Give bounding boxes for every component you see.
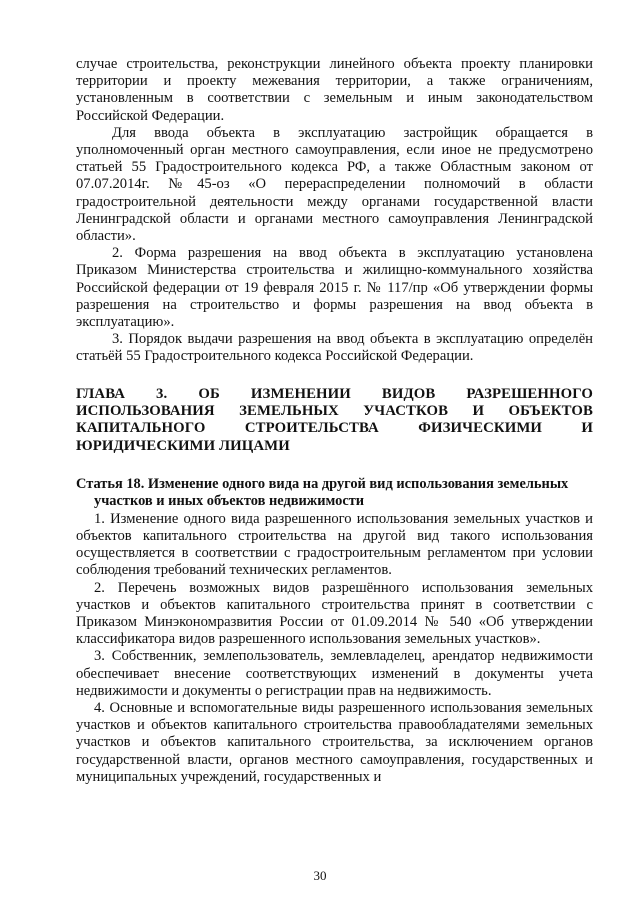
article-item-1: 1. Изменение одного вида разрешенного использования земельных участков и объектов капитального строительства на другой вид такого использования осуществляется в соответствии с градостроительным регламентом при условии соблюдения требований технических регламентов. bbox=[76, 510, 593, 579]
chapter-heading-line-2: ИСПОЛЬЗОВАНИЯ ЗЕМЕЛЬНЫХ УЧАСТКОВ И ОБЪЕКТОВ bbox=[76, 403, 593, 420]
chapter-heading-line-4: ЮРИДИЧЕСКИМИ ЛИЦАМИ bbox=[76, 437, 290, 454]
paragraph-continuation: случае строительства, реконструкции линейного объекта проекту планировки территории и проекту межевания территории, а также ограничениям, установленным в соответствии с земельным и иным законодательством Российской Федерации. bbox=[76, 56, 593, 124]
paragraph-permit-form: 2. Форма разрешения на ввод объекта в эксплуатацию установлена Приказом Министерства строительства и жилищно-коммунального хозяйства Российской федерации от 19 февраля 2015 г. № 117/пр «Об утверждении формы разрешения на строительство и формы разрешения на ввод объекта в эксплуатацию». bbox=[76, 245, 593, 331]
page-number: 30 bbox=[313, 868, 327, 883]
chapter-heading-line-3: КАПИТАЛЬНОГО СТРОИТЕЛЬСТВА ФИЗИЧЕСКИМИ И bbox=[76, 420, 593, 437]
paragraph-commissioning: Для ввода объекта в эксплуатацию застройщик обращается в уполномоченный орган местного самоуправления, если иное не предусмотрено статьей 55 Градостроительного кодекса РФ, а также Областным законом от 07.07.2014г. №45-оз «О перераспределении полномочий в области градостроительной деятельности между органами государственной власти Ленинградской области и органами местного самоуправления Ленинградской области». bbox=[76, 124, 593, 245]
article-heading-line-1: Статья 18. Изменение одного вида на другой вид использования земельных bbox=[76, 476, 569, 493]
article-heading bbox=[76, 476, 593, 510]
chapter-heading bbox=[76, 386, 593, 456]
article-item-2: 2. Перечень возможных видов разрешённого использования земельных участков и объектов капитального строительства принят в соответствии с Приказом Минэкономразвития России от 01.09.2014 № 540 «Об утверждении классификатора видов разрешенного использования земельных участков». bbox=[76, 579, 593, 648]
article-item-3: 3. Собственник, землепользователь, землевладелец, арендатор недвижимости обеспечивает внесение соответствующих изменений в документы учета недвижимости и документы о регистрации прав на недвижимость. bbox=[76, 648, 593, 699]
chapter-heading-line-1: ГЛАВА 3. ОБ ИЗМЕНЕНИИ ВИДОВ РАЗРЕШЕННОГО bbox=[76, 385, 593, 402]
paragraph-permit-procedure: 3. Порядок выдачи разрешения на ввод объекта в эксплуатацию определён статьёй 55 Градостроительного кодекса Российской Федерации. bbox=[76, 331, 593, 365]
article-item-4: 4. Основные и вспомогательные виды разрешенного использования земельных участков и объектов капитального строительства правообладателями земельных участков и объектов капитального строительства, за исключением органов государственной власти, органов местного самоуправления, государственных и муниципальных учреждений, государственных и bbox=[76, 699, 593, 785]
article-heading-line-2: участков и иных объектов недвижимости bbox=[94, 493, 365, 510]
document-page bbox=[76, 56, 593, 786]
